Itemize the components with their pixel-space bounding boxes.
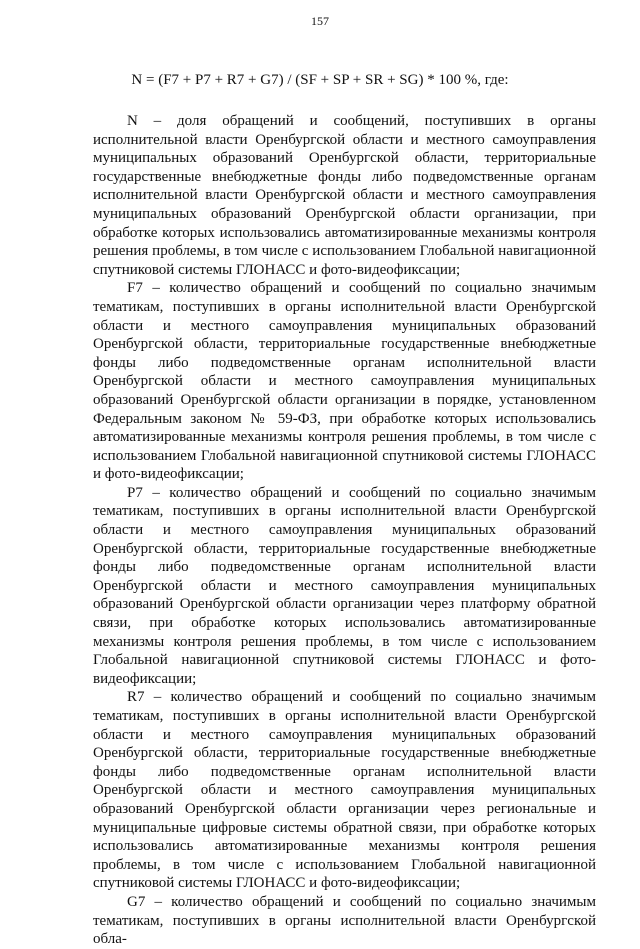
paragraph-r7-definition: R7 – количество обращений и сообщений по социально значимым тематикам, поступивших в органы исполнительной власти Оренбургской области и местного самоуправления муниципальных образований Оренбургской области, территориальные государственные внебюджетные фонды либо подведомственные органам исполнительной власти Оренбургской области и местного самоуправления муниципальных образований Оренбургской области организации через региональные и муниципальные цифровые системы обратной связи, при обработке которых использовались автоматизированные механизмы контроля решения проблемы, в том числе с использованием Глобальной навигационной спутниковой системы ГЛОНАСС и фото-видеофиксации;: [93, 689, 596, 892]
paragraph-p7-definition: P7 – количество обращений и сообщений по социально значимым тематикам, поступивших в органы исполнительной власти Оренбургской области и местного самоуправления муниципальных образований Оренбургской области, территориальные государственные внебюджетные фонды либо подведомственные органам исполнительной власти Оренбургской области и местного самоуправления муниципальных образований Оренбургской области организации через платформу обратной связи, при обработке которых использовались автоматизированные механизмы контроля решения проблемы, в том числе с использованием Глобальной навигационной спутниковой системы ГЛОНАСС и фото-видеофиксации;: [93, 484, 596, 687]
paragraph-n-definition: N – доля обращений и сообщений, поступивших в органы исполнительной власти Оренбургской области и местного самоуправления муниципальных образований Оренбургской области, территориальные государственные внебюджетные фонды либо подведомственные органам исполнительной власти Оренбургской области и местного самоуправления муниципальных образований Оренбургской области организации, при обработке которых использовались автоматизированные механизмы контроля решения проблемы, в том числе с использованием Глобальной навигационной спутниковой системы ГЛОНАСС и фото-видеофиксации;: [93, 113, 596, 278]
paragraph-f7-definition: F7 – количество обращений и сообщений по социально значимым тематикам, поступивших в органы исполнительной власти Оренбургской области и местного самоуправления муниципальных образований Оренбургской области, территориальные государственные внебюджетные фонды либо подведомственные органам исполнительной власти Оренбургской области и местного самоуправления муниципальных образований Оренбургской области организации в порядке, установленном Федеральным законом № 59-ФЗ, при обработке которых использовались автоматизированные механизмы контроля решения проблемы, в том числе с использованием Глобальной навигационной спутниковой системы ГЛОНАСС и фото-видеофиксации;: [93, 280, 596, 483]
paragraph-g7-definition: G7 – количество обращений и сообщений по социально значимым тематикам, поступивших в органы исполнительной власти Оренбургской обла-: [93, 893, 596, 948]
body-text: [93, 112, 596, 949]
formula: N = (F7 + P7 + R7 + G7) / (SF + SP + SR + SG) * 100 %, где:: [131, 72, 509, 88]
page-number: 157: [311, 14, 329, 28]
